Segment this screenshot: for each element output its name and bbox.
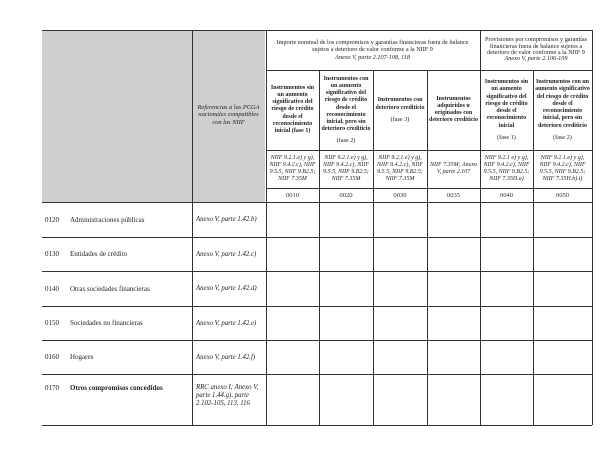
column-references: NIIF 7.35M; Anexo V, parte 2.107 <box>429 161 478 175</box>
header-blank-cell <box>42 30 192 202</box>
group2-header <box>480 30 592 70</box>
table-top-border <box>42 30 592 31</box>
column-title-cell <box>427 70 480 150</box>
grid-line <box>42 237 592 238</box>
row-reference: Anexo V, parte 1.42.c) <box>196 250 257 258</box>
row-code: 0140 <box>45 284 59 293</box>
column-phase: (fase 2) <box>553 133 572 141</box>
grid-line <box>42 306 592 307</box>
grid-line <box>42 425 592 426</box>
grid-line <box>266 150 592 151</box>
grid-line <box>192 30 193 425</box>
group2-title: Provisiones por compromisos y garantías financieras fuera de balance sujetos a deterioro de valor conforme a la NIIF 9 <box>484 36 588 56</box>
column-references: NIIF 9.2.1.e) y g), NIIF 9.4.2.c), NIIF 9.5.5, NIIF 9.B2.5; NIIF 7.35M <box>323 154 369 183</box>
column-phase: (fase 3) <box>390 115 410 123</box>
column-title: Instrumentos adquiridos u originados con deterioro crediticio <box>429 95 478 124</box>
column-title-cell <box>319 70 373 150</box>
grid-line <box>373 70 374 425</box>
column-references: NIIF 9.2.1.e) y g), NIIF 9.4.2.c), NIIF 9.5.5, NIIF 9.B2.5; NIIF 7.35M <box>269 154 316 183</box>
group1-ref: Anexo V, parte 2.107-108, 118 <box>335 54 410 61</box>
column-title: Instrumentos sin un aumento significativo del riesgo de crédito desde el reconocimiento inicial (fase 1) <box>270 84 315 134</box>
column-title: Instrumentos con deterioro crediticio <box>375 97 425 111</box>
grid-line <box>427 70 428 425</box>
column-title-cell <box>266 70 319 150</box>
row-label: Sociedades no financieras <box>70 319 143 327</box>
row-reference: RRC anexo I; Anexo V, parte 1.44.g), parte 2.102-105, 113, 116 <box>196 384 259 407</box>
grid-line <box>480 30 481 425</box>
grid-line <box>533 70 534 425</box>
row-label: Hogares <box>70 353 94 361</box>
row-label: Otras sociedades financieras <box>70 284 150 293</box>
column-phase: (fase 2) <box>336 137 356 145</box>
grid-line <box>42 340 592 341</box>
column-title-cell <box>373 70 427 150</box>
column-phase: (fase 1) <box>497 133 516 141</box>
column-title-cell <box>533 70 592 150</box>
row-code: 0120 <box>45 215 59 224</box>
column-code: 0040 <box>499 191 514 199</box>
grid-line <box>266 30 267 425</box>
column-code: 0035 <box>446 191 461 199</box>
row-reference: Anexo V, parte 1.42.b) <box>196 216 257 223</box>
row-code: 0150 <box>45 319 59 327</box>
row-reference: Anexo V, parte 1.42.f) <box>196 353 256 361</box>
row-code: 0130 <box>45 250 59 258</box>
grid-line <box>266 70 592 71</box>
group2-ref: Anexo V, parte 2.106-109 <box>504 55 568 63</box>
column-code: 0020 <box>339 191 353 199</box>
grid-line <box>266 188 592 189</box>
row-label: Otros compromisos concedidos <box>70 384 163 392</box>
grid-line <box>42 374 592 375</box>
row-label: Entidades de crédito <box>70 250 128 258</box>
row-code: 0170 <box>45 384 59 392</box>
column-references: NIIF 9.2.1 e) y g), NIIF 9.4.2.c), NIIF 9.5.5, NIIF 9.B2.5; NIIF 7.35H.a) <box>483 154 530 183</box>
column-title: Instrumentos con un aumento significativo del riesgo de crédito desde el reconocimiento inicial, pero sin deterioro crediticio <box>535 79 590 129</box>
group1-header <box>266 30 479 70</box>
group1-title: Importe nominal de los compromisos y garantías financieras fuera de balance sujetos a deterioro de valor conforme a la NIIF 9 <box>276 39 469 53</box>
grid-line <box>42 202 592 203</box>
column-title: Instrumentos sin un aumento significativo del riesgo de crédito desde el reconocimiento inicial <box>484 79 529 129</box>
column-code: 0050 <box>555 191 570 199</box>
column-code: 0030 <box>393 191 407 199</box>
column-references: NIIF 9.2.1.e) y g), NIIF 9.4.2.c), NIIF 9.5.5, NIIF 9.B2.5; NIIF 7.35M <box>377 154 423 183</box>
references-header-label: Referencias a las PCGA nacionales compatibles con las NIIF <box>197 103 260 126</box>
column-title: Instrumentos con un aumento significativo del riesgo de crédito desde el reconocimiento inicial, pero sin deterioro crediticio <box>321 75 371 133</box>
column-references: NIIF 9.2.1.e) y g), NIIF 9.4.2.c), NIIF 9.5.5, NIIF 9.B2.5; NIIF 7.35H.b).i) <box>539 154 586 183</box>
row-reference: Anexo V, parte 1.42.d) <box>196 285 257 292</box>
grid-line <box>319 70 320 425</box>
column-code: 0010 <box>285 191 300 199</box>
row-code: 0160 <box>45 353 59 361</box>
table-right-border <box>592 30 593 425</box>
row-label: Administraciones públicas <box>70 215 145 224</box>
column-title-cell <box>480 70 533 150</box>
row-reference: Anexo V, parte 1.42.e) <box>196 319 257 327</box>
grid-line <box>42 271 592 272</box>
